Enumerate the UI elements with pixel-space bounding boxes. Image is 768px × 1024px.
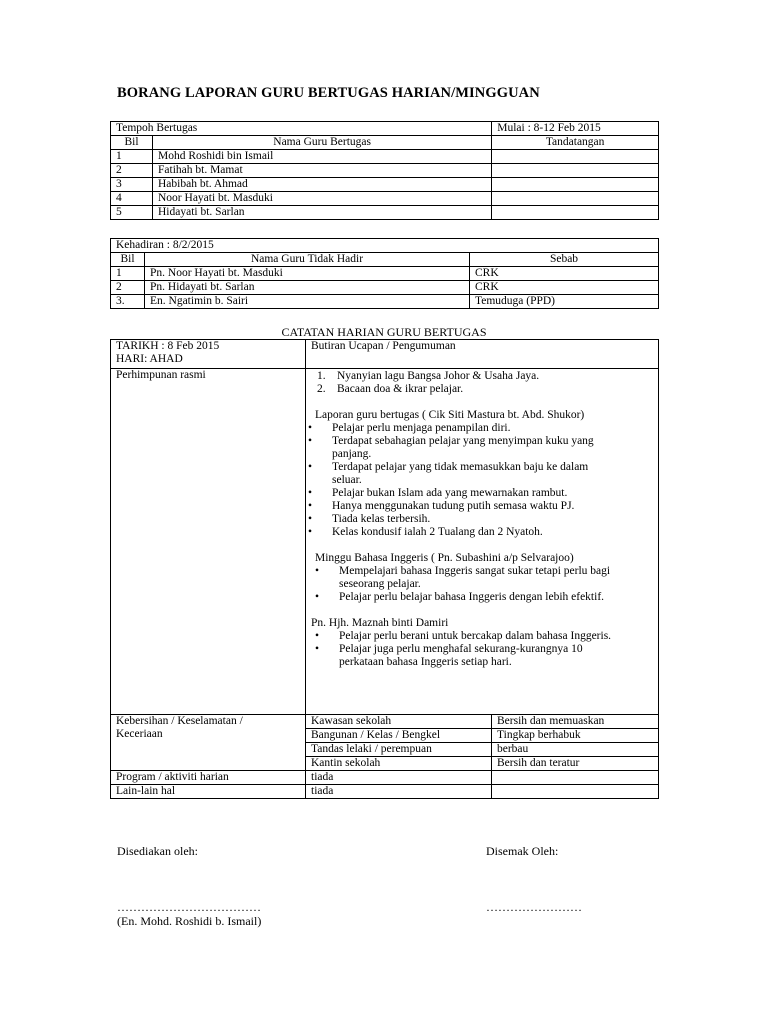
kebersihan-tempat: Tandas lelaki / perempuan: [306, 743, 492, 757]
hjh-list: [315, 630, 653, 669]
list-item: • Kelas kondusif ialah 2 Tualang dan 2 Nyatoh.: [308, 526, 543, 538]
att-sebab: Temuduga (PPD): [470, 295, 659, 309]
table-row: [111, 164, 659, 178]
duty-nama: Habibah bt. Ahmad: [153, 178, 492, 192]
table-row: [111, 267, 659, 281]
duty-col-bil: Bil: [111, 136, 153, 150]
hjh-heading: Pn. Hjh. Maznah binti Damiri: [311, 617, 449, 629]
duty-table: [110, 121, 659, 220]
kehadiran-label: Kehadiran : 8/2/2015: [111, 239, 659, 253]
list-item: • Terdapat pelajar yang tidak memasukkan baju ke dalam seluar.: [308, 461, 589, 486]
catatan-table: [110, 339, 659, 799]
list-item: • Pelajar perlu menjaga penampilan diri.: [308, 422, 511, 434]
tarikh-label: TARIKH : 8 Feb 2015: [116, 340, 220, 352]
attendance-table: [110, 238, 659, 309]
table-row: [111, 192, 659, 206]
att-nama: En. Ngatimin b. Sairi: [145, 295, 470, 309]
table-row: [111, 150, 659, 164]
table-row: [111, 771, 659, 785]
att-bil: 1: [111, 267, 145, 281]
kebersihan-tempat: Kantin sekolah: [306, 757, 492, 771]
duty-nama: Fatihah bt. Mamat: [153, 164, 492, 178]
list-item: • Hanya menggunakan tudung putih semasa waktu PJ.: [308, 500, 575, 512]
kebersihan-label: Kebersihan / Keselamatan / Keceriaan: [111, 715, 306, 771]
duty-col-nama: Nama Guru Bertugas: [153, 136, 492, 150]
list-item: • Tiada kelas terbersih.: [308, 513, 431, 525]
kebersihan-status: Bersih dan memuaskan: [492, 715, 659, 729]
duty-tandatangan: [492, 192, 659, 206]
duty-bil: 1: [111, 150, 153, 164]
program-label: Program / aktiviti harian: [111, 771, 306, 785]
list-item: • Pelajar perlu berani untuk bercakap dalam bahasa Inggeris.: [315, 630, 612, 642]
duty-bil: 3: [111, 178, 153, 192]
disemak-label: Disemak Oleh:: [486, 844, 559, 858]
att-nama: Pn. Noor Hayati bt. Masduki: [145, 267, 470, 281]
tempoh-label: Tempoh Bertugas: [111, 122, 492, 136]
lain-label: Lain-lain hal: [111, 785, 306, 799]
duty-tandatangan: [492, 164, 659, 178]
att-sebab: CRK: [470, 281, 659, 295]
kebersihan-tempat: Bangunan / Kelas / Bengkel: [306, 729, 492, 743]
lain-empty: [492, 785, 659, 799]
minggu-heading: Minggu Bahasa Inggeris ( Pn. Subashini a/p Selvarajoo): [315, 552, 574, 564]
signature-line-right: ……………………: [486, 900, 582, 914]
form-title: BORANG LAPORAN GURU BERTUGAS HARIAN/MINGGUAN: [117, 85, 540, 101]
kebersihan-status: Bersih dan teratur: [492, 757, 659, 771]
att-bil: 2: [111, 281, 145, 295]
list-item: 2. Bacaan doa & ikrar pelajar.: [317, 383, 464, 395]
numbered-list: [311, 370, 653, 396]
duty-tandatangan: [492, 150, 659, 164]
duty-tandatangan: [492, 178, 659, 192]
table-row: [111, 281, 659, 295]
program-value: tiada: [306, 771, 492, 785]
butiran-header: Butiran Ucapan / Pengumuman: [306, 340, 659, 369]
table-row: [111, 785, 659, 799]
butiran-content: [306, 369, 659, 715]
laporan-heading: Laporan guru bertugas ( Cik Siti Mastura bt. Abd. Shukor): [315, 409, 585, 421]
program-empty: [492, 771, 659, 785]
att-col-bil: Bil: [111, 253, 145, 267]
duty-nama: Hidayati bt. Sarlan: [153, 206, 492, 220]
att-col-nama: Nama Guru Tidak Hadir: [145, 253, 470, 267]
tarikh-cell: [111, 340, 306, 369]
list-item: • Terdapat sebahagian pelajar yang menyimpan kuku yang panjang.: [308, 435, 594, 460]
duty-col-tandatangan: Tandatangan: [492, 136, 659, 150]
kebersihan-tempat: Kawasan sekolah: [306, 715, 492, 729]
minggu-list: [315, 565, 653, 604]
att-nama: Pn. Hidayati bt. Sarlan: [145, 281, 470, 295]
duty-tandatangan: [492, 206, 659, 220]
duty-bil: 5: [111, 206, 153, 220]
duty-bil: 4: [111, 192, 153, 206]
laporan-list: [308, 422, 653, 539]
duty-nama: Mohd Roshidi bin Ismail: [153, 150, 492, 164]
disediakan-label: Disediakan oleh:: [117, 844, 198, 858]
list-item: • Pelajar perlu belajar bahasa Inggeris dengan lebih efektif.: [315, 591, 605, 603]
catatan-heading: CATATAN HARIAN GURU BERTUGAS: [281, 325, 487, 339]
table-row: [111, 295, 659, 309]
lain-value: tiada: [306, 785, 492, 799]
list-item: • Pelajar juga perlu menghafal sekurang-kurangnya 10 perkataan bahasa Inggeris setiap hari.: [315, 643, 583, 668]
list-item: • Pelajar bukan Islam ada yang mewarnakan rambut.: [308, 487, 568, 499]
duty-bil: 2: [111, 164, 153, 178]
table-row: [111, 178, 659, 192]
signatory-name: (En. Mohd. Roshidi b. Ismail): [117, 914, 262, 928]
list-item: • Mempelajari bahasa Inggeris sangat sukar tetapi perlu bagi seseorang pelajar.: [315, 565, 611, 590]
signature-line-left: ………………………………: [117, 900, 261, 914]
hari-label: HARI: AHAD: [116, 353, 183, 365]
list-item: 1. Nyanyian lagu Bangsa Johor & Usaha Jaya.: [317, 370, 540, 382]
att-sebab: CRK: [470, 267, 659, 281]
table-row: [111, 206, 659, 220]
duty-nama: Noor Hayati bt. Masduki: [153, 192, 492, 206]
kebersihan-status: Tingkap berhabuk: [492, 729, 659, 743]
kebersihan-status: berbau: [492, 743, 659, 757]
att-bil: 3.: [111, 295, 145, 309]
att-col-sebab: Sebab: [470, 253, 659, 267]
perhimpunan-label: Perhimpunan rasmi: [111, 369, 306, 715]
mulai-label: Mulai : 8-12 Feb 2015: [492, 122, 659, 136]
